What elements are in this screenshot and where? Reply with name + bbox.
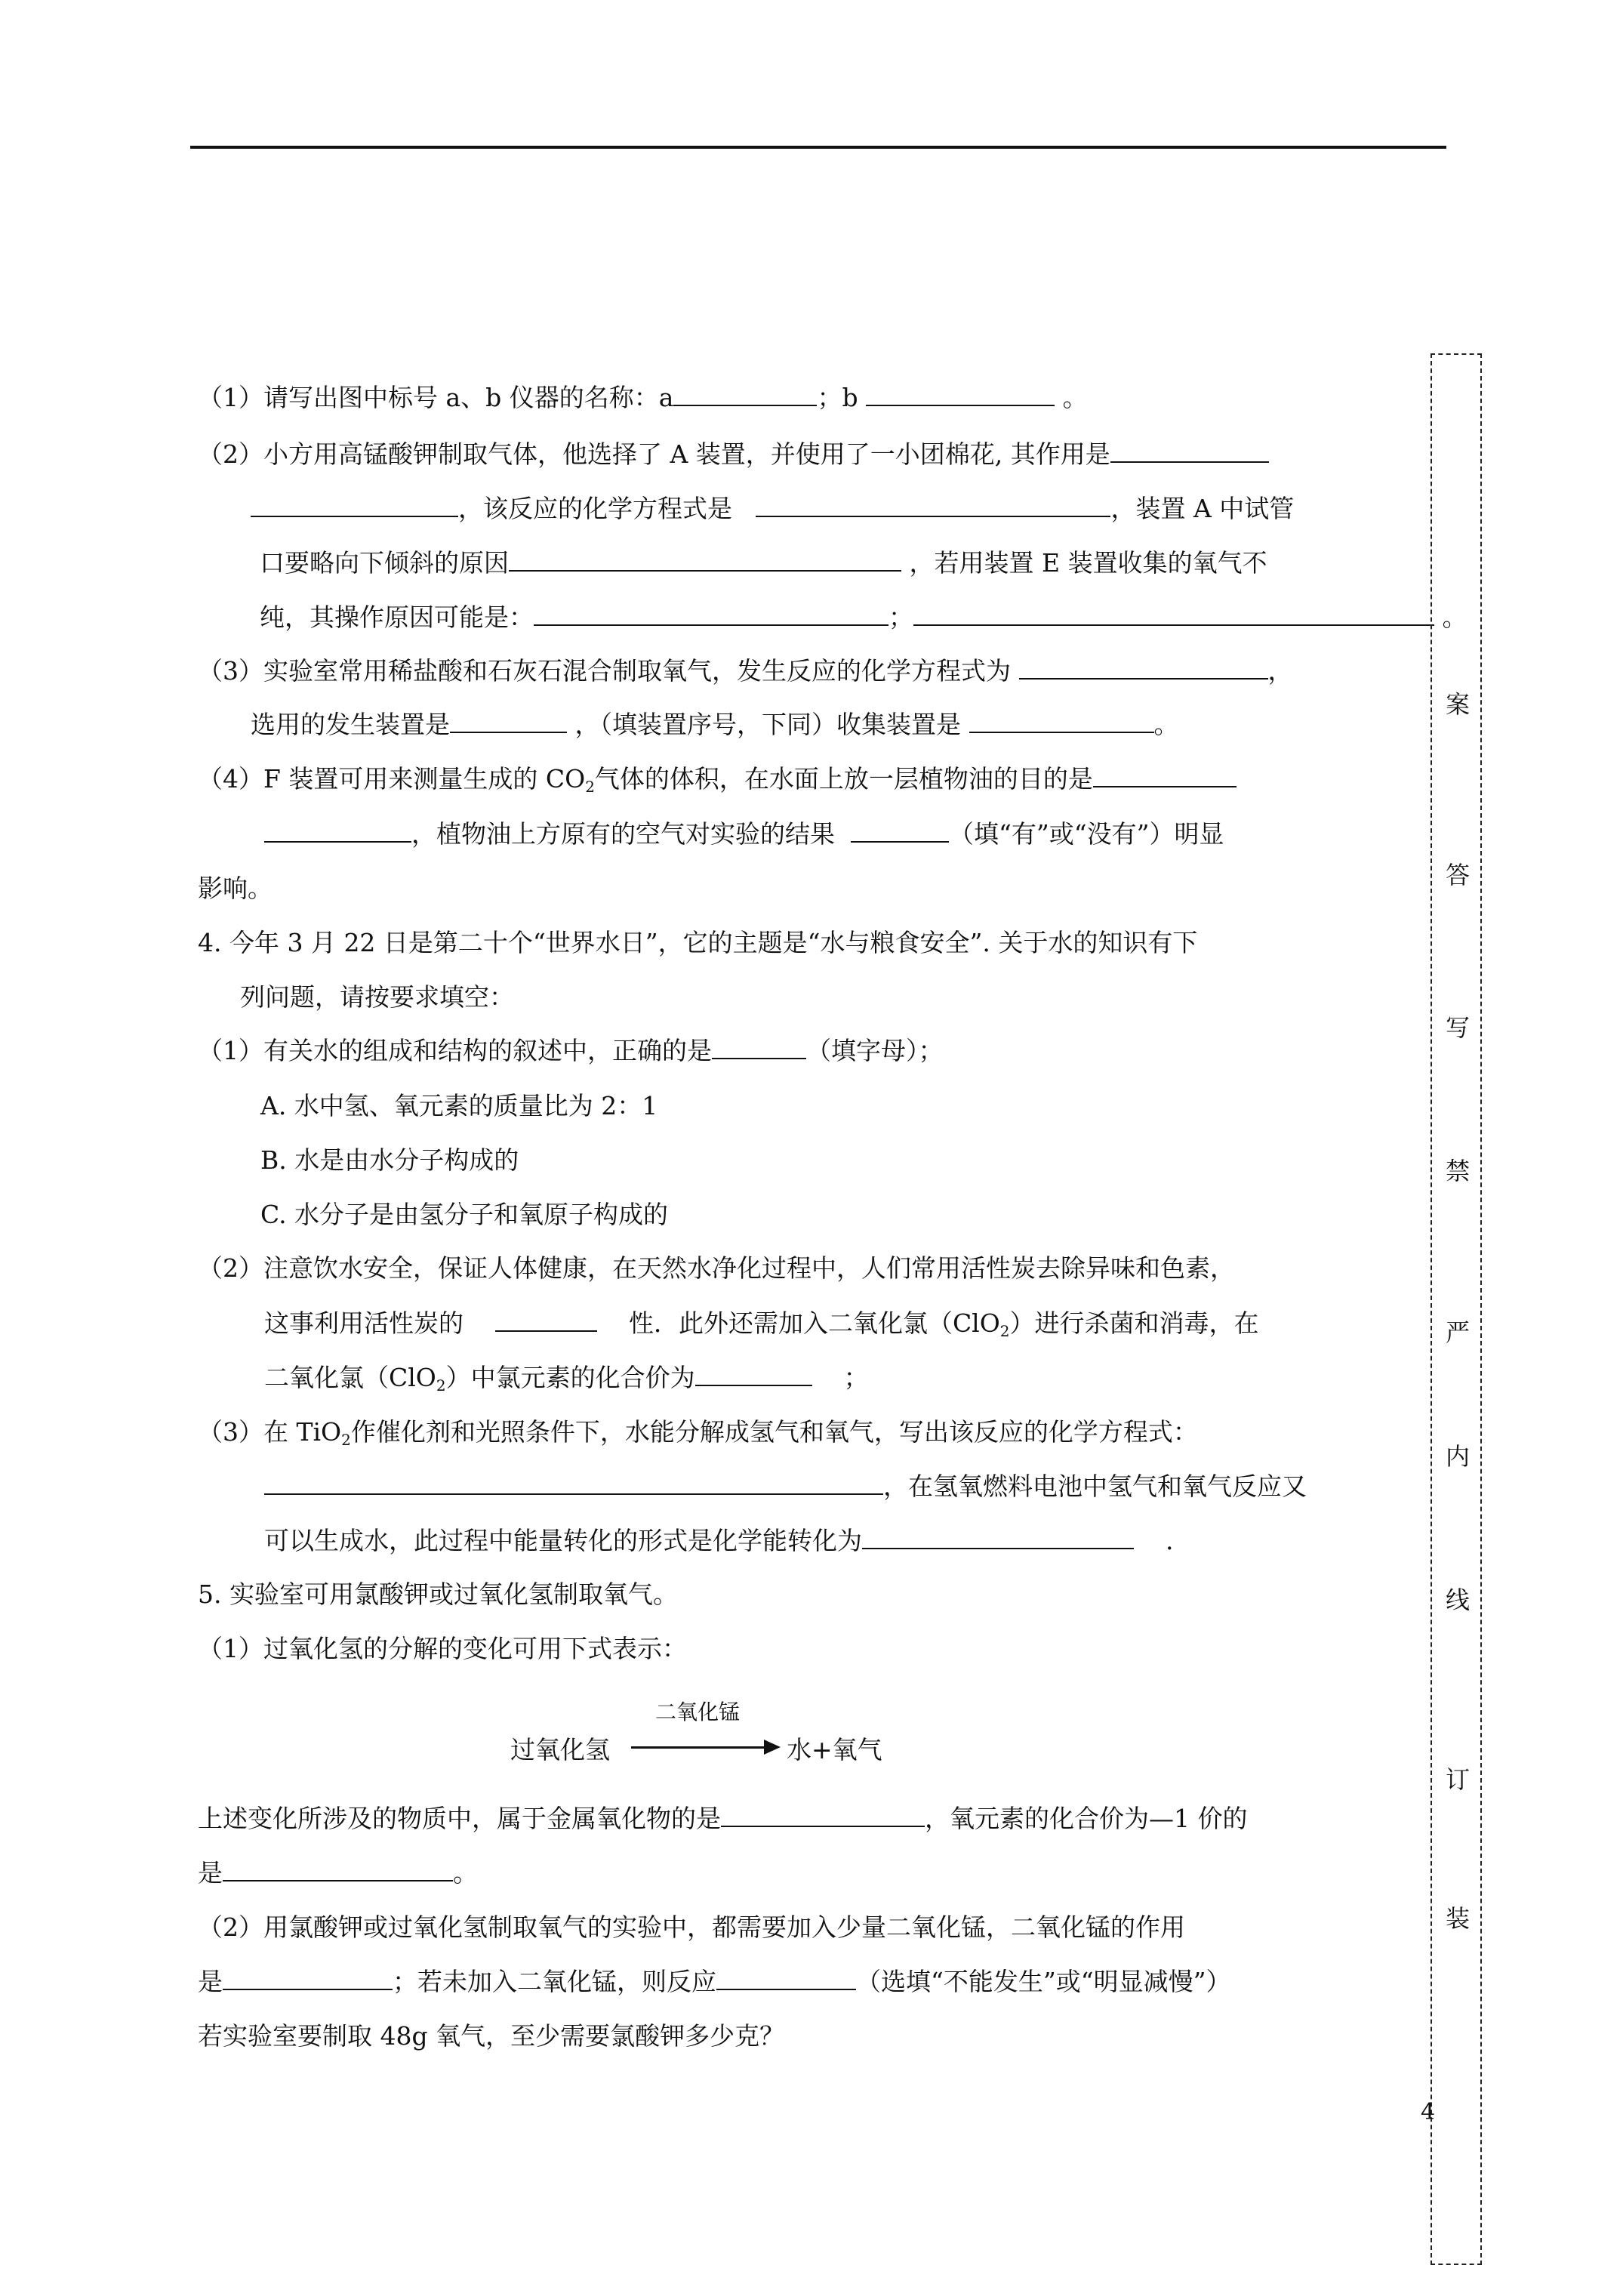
answer-blank-correct-choice[interactable]: [712, 1035, 806, 1059]
answer-blank-generator[interactable]: [450, 709, 567, 733]
q4-option-b: B. 水是由水分子构成的: [260, 1145, 519, 1175]
margin-char: 严: [1445, 1318, 1470, 1347]
q4-option-a: A. 水中氢、氧元素的质量比为 2：1: [260, 1091, 658, 1120]
q4-part1: （1）有关水的组成和结构的叙述中，正确的是 （填字母）；: [198, 1036, 944, 1065]
answer-blank-a[interactable]: [673, 382, 817, 406]
page-number: 4: [1421, 2099, 1436, 2125]
answer-blank-equation-co2[interactable]: [1019, 655, 1268, 680]
q4-part3-line3: 可以生成水，此过程中能量转化的形式是化学能转化为 .: [264, 1526, 1174, 1555]
margin-char: 案: [1445, 690, 1470, 719]
q3-part2-line2: ，该反应的化学方程式是 ，装置 A 中试管: [251, 492, 1294, 525]
q4-part2-line1: （2）注意饮水安全，保证人体健康，在天然水净化过程中，人们常用活性炭去除异味和色素，: [198, 1253, 1235, 1283]
margin-char: 禁: [1445, 1157, 1470, 1185]
q4-part2-line3: 二氧化氯（ClO$_2$）中氯元素的化合价为 ；: [264, 1363, 869, 1395]
q4-stem-line1: 4. 今年 3 月 22 日是第二十个“世界水日”，它的主题是“水与粮食安全”. 关于水的知识有下: [198, 928, 1198, 957]
q3-part3-line1: （3）实验室常用稀盐酸和石灰石混合制取氧气，发生反应的化学方程式为 ，: [198, 656, 1293, 686]
answer-blank-equation-kmno4[interactable]: [756, 493, 1110, 517]
answer-blank-b[interactable]: [866, 382, 1055, 406]
q3-part4-line1: （4）F 装置可用来测量生成的 $CO_2$气体的体积，在水面上放一层植物油的目的是: [198, 763, 1236, 796]
q5-part2-line1: （2）用氯酸钾或过氧化氢制取氧气的实验中，都需要加入少量二氧化锰，二氧化锰的作用: [198, 1912, 1185, 1942]
margin-char: 线: [1445, 1586, 1470, 1614]
reaction-catalyst: 二氧化锰: [655, 1700, 741, 1724]
answer-blank-carbon-property[interactable]: [495, 1308, 597, 1332]
answer-blank-collector[interactable]: [969, 709, 1154, 733]
q4-stem-line2: 列问题，请按要求填空：: [240, 982, 514, 1012]
margin-char: 装: [1445, 1904, 1470, 1933]
answer-blank-cotton-purpose[interactable]: [1110, 439, 1269, 463]
q4-part2-line2: 这事利用活性炭的 性．此外还需加入二氧化氯（ClO$_2$）进行杀菌和消毒，在: [264, 1308, 1259, 1340]
q5-stem: 5. 实验室可用氯酸钾或过氧化氢制取氧气。: [198, 1579, 678, 1609]
q3-part1: （1）请写出图中标号 a、b 仪器的名称：a ；b 。: [198, 383, 1088, 412]
margin-char: 写: [1445, 1013, 1470, 1042]
reaction-products: 水+氧气: [787, 1735, 882, 1764]
q4-part3-line1: （3）在 TiO$_2$作催化剂和光照条件下，水能分解成氢气和氧气，写出该反应的化学方程式：: [198, 1417, 1198, 1449]
answer-blank-cotton-purpose-cont[interactable]: [251, 493, 458, 517]
q5-part2-line2: 是 ；若未加入二氧化锰，则反应 （选填“不能发生”或“明显减慢”）: [198, 1967, 1231, 1996]
q3-part2-line4: 纯，其操作原因可能是： ； 。: [260, 603, 1467, 632]
q3-part2-line1: （2）小方用高锰酸钾制取气体，他选择了 A 装置，并使用了一小团棉花, 其作用是: [198, 438, 1269, 471]
q3-part3-line2: 选用的发生装置是 ，（填装置序号，下同）收集装置是 。: [251, 710, 1179, 739]
answer-blank-chlorine-valence[interactable]: [695, 1362, 812, 1386]
reaction-arrow: [631, 1746, 767, 1749]
q4-part3-line2: ，在氢氧燃料电池中氢气和氧气反应又: [264, 1470, 1307, 1503]
reaction-arrow-head: [764, 1740, 781, 1755]
q5-part1-line2: 上述变化所涉及的物质中，属于金属氧化物的是 ，氧元素的化合价为—1 价的: [198, 1804, 1248, 1833]
margin-char: 答: [1445, 861, 1470, 889]
answer-blank-metal-oxide[interactable]: [721, 1803, 925, 1827]
answer-blank-impure-reason-2[interactable]: [913, 602, 1434, 626]
answer-blank-impure-reason-1[interactable]: [534, 602, 888, 626]
answer-blank-oxygen-minus1[interactable]: [223, 1857, 453, 1881]
q5-part1: （1）过氧化氢的分解的变化可用下式表示：: [198, 1634, 687, 1663]
q5-part1-line3: 是 。: [198, 1858, 478, 1888]
answer-blank-energy-form[interactable]: [862, 1525, 1134, 1549]
answer-blank-equation-water[interactable]: [264, 1471, 883, 1495]
answer-blank-air-effect[interactable]: [851, 818, 949, 843]
q4-option-c: C. 水分子是由氢分子和氧原子构成的: [260, 1200, 669, 1229]
margin-char: 订: [1445, 1765, 1470, 1794]
reaction-reactant: 过氧化氢: [510, 1735, 610, 1764]
q3-part2-line3: 口要略向下倾斜的原因 ，若用装置 E 装置收集的氧气不: [260, 548, 1267, 578]
answer-blank-mno2-role[interactable]: [223, 1966, 393, 1990]
header-rule: [190, 146, 1446, 149]
q3-part4-line3: 影响。: [198, 874, 273, 903]
answer-blank-reaction-effect[interactable]: [716, 1966, 856, 1990]
q5-part2-line3: 若实验室要制取 48g 氧气，至少需要氯酸钾多少克？: [198, 2021, 785, 2051]
answer-blank-oil-purpose-cont[interactable]: [264, 818, 411, 843]
answer-blank-oil-purpose[interactable]: [1093, 763, 1236, 787]
q3-part4-line2: ，植物油上方原有的空气对实验的结果 （填“有”或“没有”）明显: [264, 818, 1224, 851]
margin-char: 内: [1445, 1442, 1470, 1471]
answer-blank-tilt-reason[interactable]: [509, 547, 901, 572]
binding-margin: [1431, 353, 1482, 2265]
